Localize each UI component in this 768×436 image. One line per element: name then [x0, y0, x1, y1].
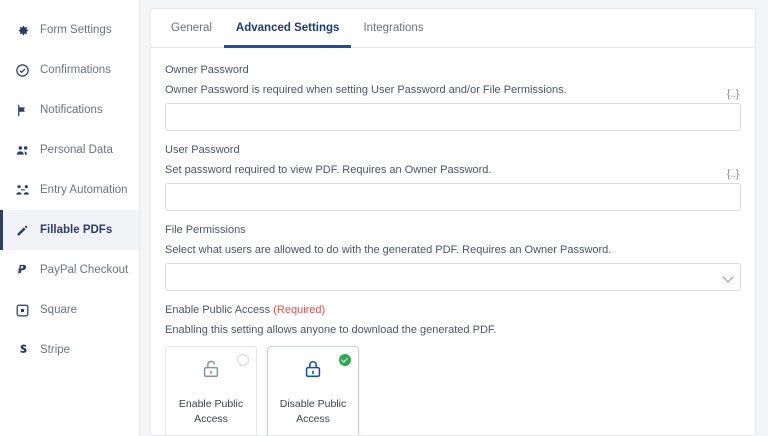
sidebar-item-label: Entry Automation — [40, 184, 128, 196]
radio-unchecked-icon[interactable] — [237, 354, 249, 366]
file-permissions-field — [165, 224, 741, 291]
public-access-options — [165, 346, 741, 435]
sidebar-item-label: Square — [40, 304, 78, 316]
tab-advanced-settings[interactable]: Advanced Settings — [224, 9, 352, 48]
owner-password-label: Owner Password — [165, 64, 249, 76]
owner-password-description: Owner Password is required when setting User Password and/or File Permissions. — [165, 84, 567, 96]
unlock-icon — [200, 358, 222, 385]
sidebar-item-entry-automation[interactable] — [0, 170, 139, 210]
main-panel — [140, 0, 768, 436]
owner-password-merge-tag-icon[interactable]: {..} — [726, 88, 739, 100]
sidebar-item-label: Personal Data — [40, 144, 113, 156]
sidebar-item-label: Form Settings — [40, 24, 112, 36]
file-permissions-select-wrap — [165, 263, 741, 291]
sidebar-item-paypal-checkout[interactable] — [0, 250, 139, 290]
file-permissions-label: File Permissions — [165, 224, 246, 236]
file-permissions-description: Select what users are allowed to do with the generated PDF. Requires an Owner Password. — [165, 244, 612, 256]
option-disable-public-access[interactable] — [267, 346, 359, 435]
user-password-label: User Password — [165, 144, 240, 156]
people-icon — [14, 142, 31, 159]
tab-bar — [151, 9, 755, 48]
owner-password-input[interactable] — [165, 103, 741, 131]
lock-icon — [302, 358, 324, 385]
sidebar-item-form-settings[interactable] — [0, 10, 139, 50]
option-enable-public-access[interactable] — [165, 346, 257, 435]
public-access-label — [165, 304, 741, 316]
owner-password-field — [165, 64, 741, 131]
user-password-input[interactable] — [165, 183, 741, 211]
public-access-description: Enabling this setting allows anyone to download the generated PDF. — [165, 324, 497, 336]
user-password-field — [165, 144, 741, 211]
square-icon — [14, 302, 31, 319]
flag-icon — [14, 102, 31, 119]
user-password-description: Set password required to view PDF. Requires an Owner Password. — [165, 164, 492, 176]
file-permissions-select[interactable] — [165, 263, 741, 291]
sidebar-item-label: Stripe — [40, 344, 71, 356]
paypal-icon — [14, 262, 31, 279]
sidebar-item-label: Confirmations — [40, 64, 111, 76]
sidebar-item-personal-data[interactable] — [0, 130, 139, 170]
sidebar-item-label: PayPal Checkout — [40, 264, 129, 276]
user-password-merge-tag-icon[interactable]: {..} — [726, 168, 739, 180]
gear-icon — [14, 22, 31, 39]
option-enable-public-access-label: Enable Public Access — [178, 398, 244, 425]
check-circle-icon — [14, 62, 31, 79]
public-access-required-badge: (Required) — [273, 304, 326, 316]
public-access-field — [165, 304, 741, 435]
public-access-label-text: Enable Public Access — [165, 304, 271, 316]
stripe-icon — [14, 342, 31, 359]
tab-general[interactable]: General — [171, 22, 212, 34]
sidebar-item-label: Notifications — [40, 104, 103, 116]
sidebar-item-square[interactable] — [0, 290, 139, 330]
sidebar-item-fillable-pdfs[interactable] — [0, 210, 139, 250]
settings-body — [151, 48, 755, 435]
settings-card — [150, 8, 756, 436]
sidebar-item-stripe[interactable] — [0, 330, 139, 370]
tab-integrations[interactable]: Integrations — [363, 22, 424, 34]
pencil-icon — [14, 222, 31, 239]
radio-checked-icon[interactable] — [339, 354, 351, 366]
automation-icon — [14, 182, 31, 199]
sidebar-item-confirmations[interactable] — [0, 50, 139, 90]
sidebar — [0, 0, 140, 436]
option-disable-public-access-label: Disable Public Access — [279, 398, 347, 425]
sidebar-item-notifications[interactable] — [0, 90, 139, 130]
sidebar-item-label: Fillable PDFs — [40, 224, 113, 236]
